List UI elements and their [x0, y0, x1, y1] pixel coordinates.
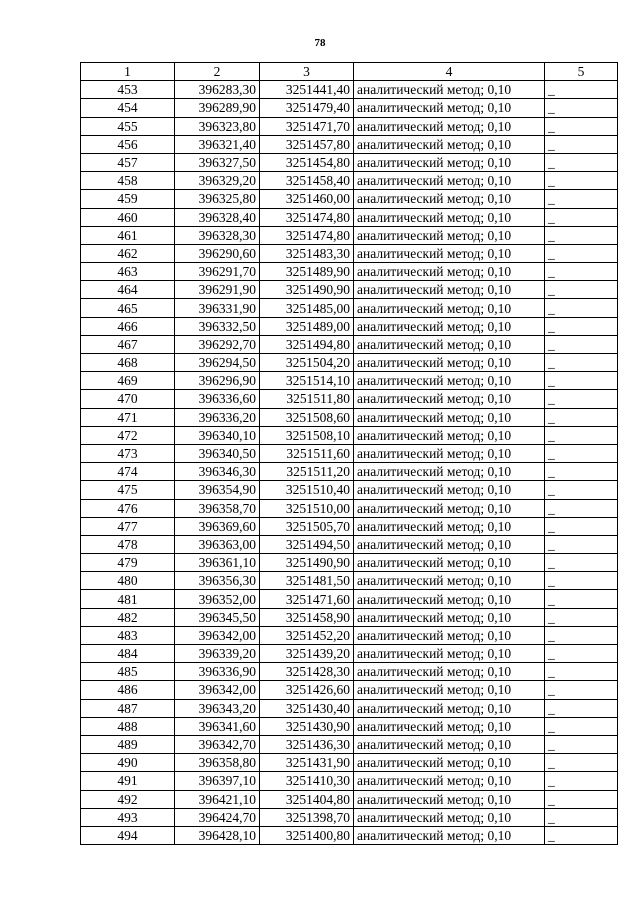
y-coordinate-cell: 3251430,40 [260, 699, 354, 717]
note-cell: _ [545, 808, 618, 826]
table-row [81, 226, 618, 244]
note-cell: _ [545, 554, 618, 572]
point-number-cell: 462 [81, 244, 175, 262]
y-coordinate-cell: 3251474,80 [260, 226, 354, 244]
point-number-cell: 481 [81, 590, 175, 608]
x-coordinate-cell: 396296,90 [175, 372, 260, 390]
note-cell: _ [545, 390, 618, 408]
x-coordinate-cell: 396336,60 [175, 390, 260, 408]
point-number-cell: 453 [81, 81, 175, 99]
y-coordinate-cell: 3251505,70 [260, 517, 354, 535]
table-row [81, 808, 618, 826]
note-cell: _ [545, 317, 618, 335]
table-row [81, 335, 618, 353]
table-row [81, 826, 618, 844]
table-row [81, 499, 618, 517]
point-number-cell: 483 [81, 626, 175, 644]
method-cell: аналитический метод; 0,10 [354, 354, 545, 372]
point-number-cell: 477 [81, 517, 175, 535]
note-cell: _ [545, 408, 618, 426]
x-coordinate-cell: 396336,90 [175, 663, 260, 681]
point-number-cell: 482 [81, 608, 175, 626]
y-coordinate-cell: 3251511,80 [260, 390, 354, 408]
note-cell: _ [545, 826, 618, 844]
y-coordinate-cell: 3251511,60 [260, 444, 354, 462]
y-coordinate-cell: 3251489,00 [260, 317, 354, 335]
y-coordinate-cell: 3251431,90 [260, 754, 354, 772]
method-cell: аналитический метод; 0,10 [354, 517, 545, 535]
table-row [81, 372, 618, 390]
table-row [81, 699, 618, 717]
table-row [81, 572, 618, 590]
method-cell: аналитический метод; 0,10 [354, 426, 545, 444]
y-coordinate-cell: 3251398,70 [260, 808, 354, 826]
method-cell: аналитический метод; 0,10 [354, 535, 545, 553]
note-cell: _ [545, 681, 618, 699]
x-coordinate-cell: 396340,50 [175, 444, 260, 462]
note-cell: _ [545, 426, 618, 444]
note-cell: _ [545, 499, 618, 517]
y-coordinate-cell: 3251510,40 [260, 481, 354, 499]
y-coordinate-cell: 3251510,00 [260, 499, 354, 517]
method-cell: аналитический метод; 0,10 [354, 335, 545, 353]
note-cell: _ [545, 226, 618, 244]
note-cell: _ [545, 299, 618, 317]
x-coordinate-cell: 396345,50 [175, 608, 260, 626]
note-cell: _ [545, 335, 618, 353]
method-cell: аналитический метод; 0,10 [354, 481, 545, 499]
method-cell: аналитический метод; 0,10 [354, 681, 545, 699]
point-number-cell: 458 [81, 172, 175, 190]
note-cell: _ [545, 590, 618, 608]
y-coordinate-cell: 3251485,00 [260, 299, 354, 317]
point-number-cell: 468 [81, 354, 175, 372]
table-row [81, 481, 618, 499]
point-number-cell: 473 [81, 444, 175, 462]
method-cell: аналитический метод; 0,10 [354, 444, 545, 462]
point-number-cell: 471 [81, 408, 175, 426]
method-cell: аналитический метод; 0,10 [354, 408, 545, 426]
point-number-cell: 456 [81, 135, 175, 153]
x-coordinate-cell: 396340,10 [175, 426, 260, 444]
note-cell: _ [545, 153, 618, 171]
method-cell: аналитический метод; 0,10 [354, 372, 545, 390]
table-row [81, 663, 618, 681]
table-row [81, 117, 618, 135]
method-cell: аналитический метод; 0,10 [354, 317, 545, 335]
table-row [81, 608, 618, 626]
method-cell: аналитический метод; 0,10 [354, 226, 545, 244]
y-coordinate-cell: 3251490,90 [260, 281, 354, 299]
point-number-cell: 465 [81, 299, 175, 317]
table-row [81, 444, 618, 462]
method-cell: аналитический метод; 0,10 [354, 299, 545, 317]
x-coordinate-cell: 396342,00 [175, 626, 260, 644]
point-number-cell: 479 [81, 554, 175, 572]
point-number-cell: 493 [81, 808, 175, 826]
method-cell: аналитический метод; 0,10 [354, 772, 545, 790]
method-cell: аналитический метод; 0,10 [354, 499, 545, 517]
note-cell: _ [545, 99, 618, 117]
y-coordinate-cell: 3251428,30 [260, 663, 354, 681]
method-cell: аналитический метод; 0,10 [354, 663, 545, 681]
point-number-cell: 489 [81, 735, 175, 753]
table-row [81, 263, 618, 281]
table-row [81, 517, 618, 535]
x-coordinate-cell: 396339,20 [175, 645, 260, 663]
x-coordinate-cell: 396331,90 [175, 299, 260, 317]
note-cell: _ [545, 535, 618, 553]
table-row [81, 754, 618, 772]
y-coordinate-cell: 3251483,30 [260, 244, 354, 262]
x-coordinate-cell: 396341,60 [175, 717, 260, 735]
note-cell: _ [545, 463, 618, 481]
table-body [81, 81, 618, 845]
x-coordinate-cell: 396291,70 [175, 263, 260, 281]
point-number-cell: 463 [81, 263, 175, 281]
page-number: 78 [314, 37, 326, 49]
x-coordinate-cell: 396428,10 [175, 826, 260, 844]
point-number-cell: 461 [81, 226, 175, 244]
column-header: 3 [260, 63, 354, 81]
table-row [81, 390, 618, 408]
method-cell: аналитический метод; 0,10 [354, 554, 545, 572]
table-row [81, 99, 618, 117]
table-header-row [81, 63, 618, 81]
note-cell: _ [545, 699, 618, 717]
point-number-cell: 487 [81, 699, 175, 717]
table-row [81, 317, 618, 335]
table-row [81, 299, 618, 317]
method-cell: аналитический метод; 0,10 [354, 735, 545, 753]
method-cell: аналитический метод; 0,10 [354, 390, 545, 408]
x-coordinate-cell: 396358,70 [175, 499, 260, 517]
coordinates-table [80, 62, 618, 845]
y-coordinate-cell: 3251426,60 [260, 681, 354, 699]
y-coordinate-cell: 3251471,70 [260, 117, 354, 135]
point-number-cell: 470 [81, 390, 175, 408]
x-coordinate-cell: 396343,20 [175, 699, 260, 717]
y-coordinate-cell: 3251504,20 [260, 354, 354, 372]
note-cell: _ [545, 172, 618, 190]
note-cell: _ [545, 572, 618, 590]
method-cell: аналитический метод; 0,10 [354, 463, 545, 481]
x-coordinate-cell: 396321,40 [175, 135, 260, 153]
point-number-cell: 474 [81, 463, 175, 481]
y-coordinate-cell: 3251460,00 [260, 190, 354, 208]
method-cell: аналитический метод; 0,10 [354, 608, 545, 626]
table-row [81, 554, 618, 572]
table-row [81, 81, 618, 99]
x-coordinate-cell: 396358,80 [175, 754, 260, 772]
y-coordinate-cell: 3251479,40 [260, 99, 354, 117]
x-coordinate-cell: 396421,10 [175, 790, 260, 808]
method-cell: аналитический метод; 0,10 [354, 717, 545, 735]
point-number-cell: 455 [81, 117, 175, 135]
table-row [81, 772, 618, 790]
point-number-cell: 454 [81, 99, 175, 117]
table-row [81, 190, 618, 208]
x-coordinate-cell: 396332,50 [175, 317, 260, 335]
y-coordinate-cell: 3251441,40 [260, 81, 354, 99]
table-row [81, 463, 618, 481]
table-row [81, 535, 618, 553]
point-number-cell: 469 [81, 372, 175, 390]
y-coordinate-cell: 3251404,80 [260, 790, 354, 808]
y-coordinate-cell: 3251457,80 [260, 135, 354, 153]
x-coordinate-cell: 396424,70 [175, 808, 260, 826]
point-number-cell: 459 [81, 190, 175, 208]
table-row [81, 426, 618, 444]
point-number-cell: 491 [81, 772, 175, 790]
table-row [81, 281, 618, 299]
note-cell: _ [545, 608, 618, 626]
x-coordinate-cell: 396283,30 [175, 81, 260, 99]
y-coordinate-cell: 3251489,90 [260, 263, 354, 281]
y-coordinate-cell: 3251458,40 [260, 172, 354, 190]
point-number-cell: 488 [81, 717, 175, 735]
x-coordinate-cell: 396289,90 [175, 99, 260, 117]
point-number-cell: 457 [81, 153, 175, 171]
table-row [81, 153, 618, 171]
x-coordinate-cell: 396361,10 [175, 554, 260, 572]
table-row [81, 645, 618, 663]
table-row [81, 735, 618, 753]
y-coordinate-cell: 3251452,20 [260, 626, 354, 644]
y-coordinate-cell: 3251454,80 [260, 153, 354, 171]
x-coordinate-cell: 396291,90 [175, 281, 260, 299]
table-row [81, 408, 618, 426]
y-coordinate-cell: 3251430,90 [260, 717, 354, 735]
note-cell: _ [545, 517, 618, 535]
note-cell: _ [545, 626, 618, 644]
method-cell: аналитический метод; 0,10 [354, 244, 545, 262]
method-cell: аналитический метод; 0,10 [354, 208, 545, 226]
table-row [81, 790, 618, 808]
method-cell: аналитический метод; 0,10 [354, 645, 545, 663]
x-coordinate-cell: 396328,30 [175, 226, 260, 244]
x-coordinate-cell: 396329,20 [175, 172, 260, 190]
y-coordinate-cell: 3251490,90 [260, 554, 354, 572]
x-coordinate-cell: 396356,30 [175, 572, 260, 590]
table-row [81, 717, 618, 735]
method-cell: аналитический метод; 0,10 [354, 99, 545, 117]
x-coordinate-cell: 396397,10 [175, 772, 260, 790]
x-coordinate-cell: 396342,00 [175, 681, 260, 699]
method-cell: аналитический метод; 0,10 [354, 190, 545, 208]
note-cell: _ [545, 717, 618, 735]
column-header: 4 [354, 63, 545, 81]
method-cell: аналитический метод; 0,10 [354, 153, 545, 171]
method-cell: аналитический метод; 0,10 [354, 590, 545, 608]
point-number-cell: 484 [81, 645, 175, 663]
y-coordinate-cell: 3251410,30 [260, 772, 354, 790]
method-cell: аналитический метод; 0,10 [354, 172, 545, 190]
method-cell: аналитический метод; 0,10 [354, 263, 545, 281]
note-cell: _ [545, 754, 618, 772]
y-coordinate-cell: 3251481,50 [260, 572, 354, 590]
method-cell: аналитический метод; 0,10 [354, 81, 545, 99]
point-number-cell: 467 [81, 335, 175, 353]
note-cell: _ [545, 244, 618, 262]
x-coordinate-cell: 396346,30 [175, 463, 260, 481]
method-cell: аналитический метод; 0,10 [354, 808, 545, 826]
table-row [81, 354, 618, 372]
y-coordinate-cell: 3251436,30 [260, 735, 354, 753]
x-coordinate-cell: 396325,80 [175, 190, 260, 208]
note-cell: _ [545, 645, 618, 663]
x-coordinate-cell: 396290,60 [175, 244, 260, 262]
column-header: 2 [175, 63, 260, 81]
note-cell: _ [545, 81, 618, 99]
method-cell: аналитический метод; 0,10 [354, 117, 545, 135]
x-coordinate-cell: 396352,00 [175, 590, 260, 608]
note-cell: _ [545, 135, 618, 153]
x-coordinate-cell: 396294,50 [175, 354, 260, 372]
note-cell: _ [545, 372, 618, 390]
point-number-cell: 492 [81, 790, 175, 808]
point-number-cell: 486 [81, 681, 175, 699]
note-cell: _ [545, 735, 618, 753]
note-cell: _ [545, 263, 618, 281]
note-cell: _ [545, 208, 618, 226]
x-coordinate-cell: 396292,70 [175, 335, 260, 353]
point-number-cell: 472 [81, 426, 175, 444]
table-row [81, 172, 618, 190]
point-number-cell: 464 [81, 281, 175, 299]
x-coordinate-cell: 396354,90 [175, 481, 260, 499]
x-coordinate-cell: 396369,60 [175, 517, 260, 535]
note-cell: _ [545, 790, 618, 808]
table-row [81, 135, 618, 153]
method-cell: аналитический метод; 0,10 [354, 572, 545, 590]
table-row [81, 626, 618, 644]
note-cell: _ [545, 281, 618, 299]
point-number-cell: 476 [81, 499, 175, 517]
y-coordinate-cell: 3251474,80 [260, 208, 354, 226]
note-cell: _ [545, 481, 618, 499]
x-coordinate-cell: 396328,40 [175, 208, 260, 226]
y-coordinate-cell: 3251439,20 [260, 645, 354, 663]
y-coordinate-cell: 3251471,60 [260, 590, 354, 608]
method-cell: аналитический метод; 0,10 [354, 754, 545, 772]
y-coordinate-cell: 3251494,50 [260, 535, 354, 553]
method-cell: аналитический метод; 0,10 [354, 135, 545, 153]
point-number-cell: 480 [81, 572, 175, 590]
point-number-cell: 494 [81, 826, 175, 844]
y-coordinate-cell: 3251514,10 [260, 372, 354, 390]
method-cell: аналитический метод; 0,10 [354, 826, 545, 844]
column-header: 5 [545, 63, 618, 81]
note-cell: _ [545, 117, 618, 135]
x-coordinate-cell: 396363,00 [175, 535, 260, 553]
column-header: 1 [81, 63, 175, 81]
point-number-cell: 475 [81, 481, 175, 499]
y-coordinate-cell: 3251511,20 [260, 463, 354, 481]
method-cell: аналитический метод; 0,10 [354, 699, 545, 717]
y-coordinate-cell: 3251400,80 [260, 826, 354, 844]
y-coordinate-cell: 3251494,80 [260, 335, 354, 353]
note-cell: _ [545, 444, 618, 462]
table-row [81, 208, 618, 226]
note-cell: _ [545, 190, 618, 208]
note-cell: _ [545, 354, 618, 372]
point-number-cell: 490 [81, 754, 175, 772]
y-coordinate-cell: 3251508,10 [260, 426, 354, 444]
method-cell: аналитический метод; 0,10 [354, 626, 545, 644]
x-coordinate-cell: 396336,20 [175, 408, 260, 426]
point-number-cell: 466 [81, 317, 175, 335]
note-cell: _ [545, 772, 618, 790]
table-row [81, 244, 618, 262]
method-cell: аналитический метод; 0,10 [354, 281, 545, 299]
point-number-cell: 460 [81, 208, 175, 226]
x-coordinate-cell: 396327,50 [175, 153, 260, 171]
y-coordinate-cell: 3251508,60 [260, 408, 354, 426]
note-cell: _ [545, 663, 618, 681]
point-number-cell: 478 [81, 535, 175, 553]
x-coordinate-cell: 396323,80 [175, 117, 260, 135]
x-coordinate-cell: 396342,70 [175, 735, 260, 753]
method-cell: аналитический метод; 0,10 [354, 790, 545, 808]
y-coordinate-cell: 3251458,90 [260, 608, 354, 626]
point-number-cell: 485 [81, 663, 175, 681]
table-row [81, 681, 618, 699]
table-row [81, 590, 618, 608]
